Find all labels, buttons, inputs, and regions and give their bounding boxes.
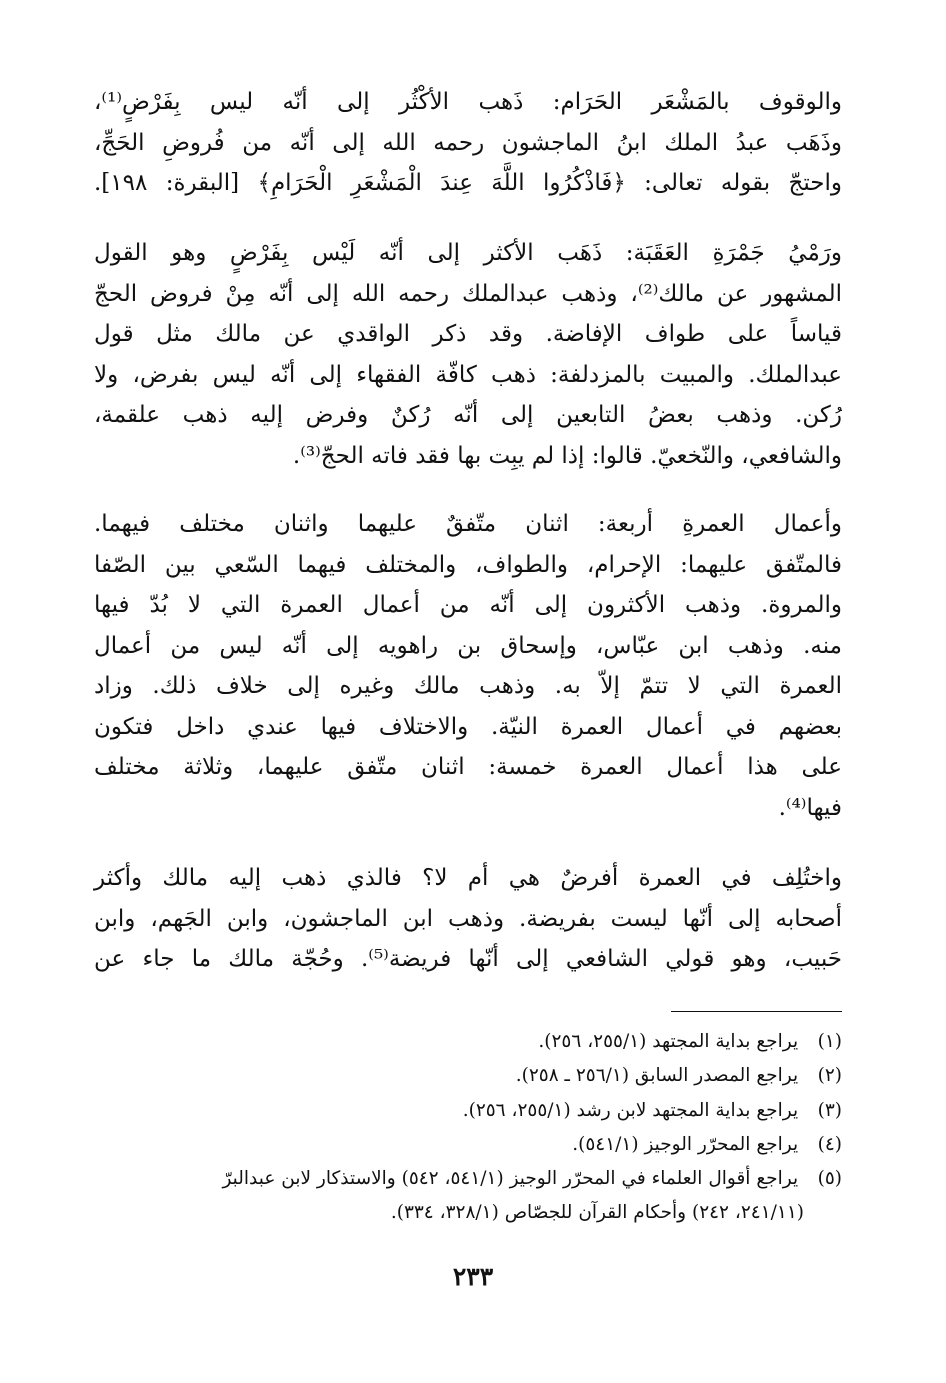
paragraph-line: وذَهَب عبدُ الملك ابنُ الماجشون رحمه الله إلى أنّه من فُروضِ الحَجِّ،: [94, 129, 842, 156]
paragraph-line: والمروة. وذهب الأكثرون إلى أنّه من أعمال العمرة التي لا بُدّ فيها: [94, 592, 842, 618]
paragraph-line: حَبيب، وهو قولي الشافعي إلى أنّها فريضة⁽⁵⁾. وحُجّة مالك ما جاء عن: [94, 946, 842, 972]
paragraph-line: فالمتّفق عليهما: الإحرام، والطواف، والمختلف فيهما السّعي بين الصّفا: [94, 551, 842, 578]
footnote-item: [94, 1094, 842, 1128]
footnote-number: (١): [817, 1031, 842, 1052]
footnote-item: [94, 1025, 842, 1059]
paragraph-jamrat-aqaba: [94, 233, 842, 476]
paragraph-line: بعضهم في أعمال العمرة النيّة. والاختلاف فيها عندي داخل فتكون: [94, 713, 842, 740]
paragraph-line: أصحابه إلى أنّها ليست بفريضة. وذهب ابن الماجشون، وابن الجَهم، وابن: [94, 905, 842, 932]
paragraph-line: عبدالملك. والمبيت بالمزدلفة: ذهب كافّة الفقهاء إلى أنّه ليس بفرض، ولا: [94, 361, 842, 388]
paragraph-line: المشهور عن مالك⁽²⁾، وذهب عبدالملك رحمه الله إلى أنّه مِنْ فروض الحجّ: [94, 280, 842, 307]
paragraph-line: فيها⁽⁴⁾.: [778, 794, 842, 821]
footnote-item: [94, 1162, 842, 1196]
footnote-separator: [671, 1011, 842, 1012]
page-number: ٢٣٣: [452, 1262, 494, 1291]
footnote-number: (٣): [817, 1099, 842, 1121]
footnote-text: يراجع بداية المجتهد (٢٥٥/١، ٢٥٦).: [538, 1031, 799, 1052]
footnote-text: يراجع أقوال العلماء في المحرّر الوجيز (٥٤١/١، ٥٤٢) والاستذكار لابن عبدالبرّ: [222, 1168, 799, 1190]
paragraph-mashar-haram: [94, 82, 842, 204]
paragraph-line: وأعمال العمرةِ أربعة: اثنان متّفقٌ عليهما واثنان مختلف فيهما.: [94, 511, 842, 537]
footnote-text: يراجع المصدر السابق (٢٥٦/١ ـ ٢٥٨).: [515, 1065, 799, 1087]
paragraph-line: واختُلِف في العمرة أفرضٌ هي أم لا؟ فالذي ذهب إليه مالك وأكثر: [94, 865, 842, 891]
paragraph-line: ورَمْيُ جَمْرَةِ العَقَبَة: ذَهَب الأكثر إلى أنّه لَيْس بِفَرْضٍ وهو القول: [94, 240, 842, 266]
footnote-continuation: (٢٤١/١١، ٢٤٢) وأحكام القرآن للجصّاص (٣٢٨/١، ٣٣٤).: [390, 1202, 804, 1224]
footnote-item: [94, 1059, 842, 1093]
footnote-text: يراجع بداية المجتهد لابن رشد (٢٥٥/١، ٢٥٦).: [462, 1099, 799, 1121]
footnote-item: [94, 1128, 842, 1162]
paragraph-line: العمرة التي لا تتمّ إلاّ به. وذهب مالك وغيره إلى خلاف ذلك. وزاد: [94, 673, 842, 699]
paragraph-line: منه. وذهب ابن عبّاس، وإسحاق بن راهويه إلى أنّه ليس من أعمال: [94, 632, 842, 659]
paragraph-line: رُكن. وذهب بعضُ التابعين إلى أنّه رُكنٌ وفرض إليه ذهب علقمة،: [94, 402, 842, 428]
footnote-number: (٢): [817, 1065, 842, 1087]
paragraph-line: والشافعي، والنّخعيّ. قالوا: إذا لم يبِت بها فقد فاته الحجّ⁽³⁾.: [292, 442, 842, 469]
footnote-text: يراجع المحرّر الوجيز (٥٤١/١).: [572, 1133, 799, 1155]
paragraph-umrah-acts: [94, 504, 842, 828]
paragraph-line: والوقوف بالمَشْعَر الحَرَام: ذَهب الأكْثُر إلى أنّه ليس بِفَرْضٍ⁽¹⁾،: [94, 89, 842, 115]
paragraph-line: على هذا أعمال العمرة خمسة: اثنان متّفق عليهما، وثلاثة مختلف: [94, 754, 842, 780]
footnote-number: (٥): [817, 1168, 842, 1190]
footnote-number: (٤): [817, 1133, 842, 1155]
paragraph-line: قياساً على طواف الإفاضة. وقد ذكر الواقدي عن مالك مثل قول: [94, 321, 842, 347]
paragraph-umrah-obligation: [94, 858, 842, 980]
paragraph-line: واحتجّ بقوله تعالى: ﴿فَاذْكُرُوا اللَّهَ عِندَ الْمَشْعَرِ الْحَرَامِ﴾ [البقرة: ١٩٨].: [94, 170, 842, 196]
footnotes: [94, 1025, 842, 1231]
